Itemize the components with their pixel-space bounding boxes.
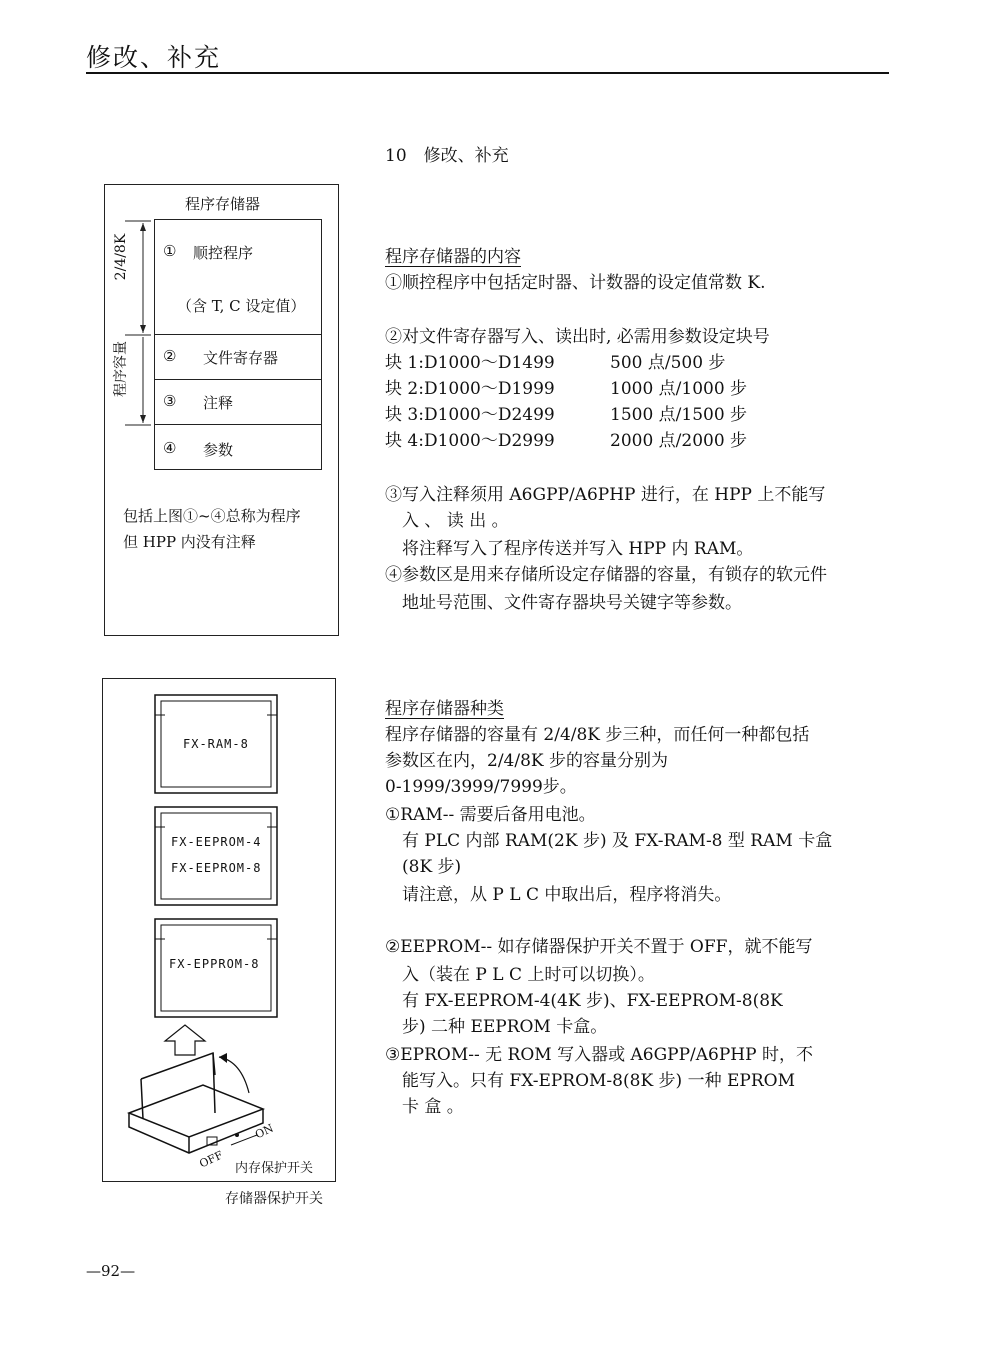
memory-cell-sequence-program xyxy=(154,219,322,335)
cell-label: 参数 xyxy=(203,441,234,459)
text-line: ④参数区是用来存储所设定存储器的容量，有锁存的软元件 xyxy=(385,565,827,585)
block-size: 2000 点/2000 步 xyxy=(610,431,748,451)
text-line: ①RAM-- 需要后备用电池。 xyxy=(385,805,596,825)
text-line: 卡 盒 。 xyxy=(385,1097,464,1117)
text-line: ②EEPROM-- 如存储器保护开关不置于 OFF，就不能写 xyxy=(385,937,813,957)
on-label: ON xyxy=(253,1121,276,1142)
text-line: (8K 步) xyxy=(385,857,462,877)
memory-protect-switch-label: 内存保护开关 xyxy=(235,1161,314,1176)
cell-label: 文件寄存器 xyxy=(203,349,279,367)
text-line: 入（装在 P L C 上时可以切换）。 xyxy=(385,965,655,985)
section-heading: 10 修改、补充 xyxy=(385,146,509,166)
cartridge-illustrations xyxy=(103,679,337,1183)
block-range: 块 4:D1000～D2999 xyxy=(385,431,555,451)
cartridge-diagram-frame xyxy=(102,678,336,1182)
block-size: 1500 点/1500 步 xyxy=(610,405,748,425)
text-line: 步) 二种 EEPROM 卡盒。 xyxy=(385,1017,608,1037)
memory-caption-line-2: 但 HPP 内没有注释 xyxy=(123,533,256,551)
cartridge-label: FX-EPPROM-8 xyxy=(169,957,260,971)
cell-number: ① xyxy=(163,242,177,260)
memory-cell-comment xyxy=(154,379,322,425)
cartridge-label: FX-EEPROM-4 xyxy=(171,835,262,849)
memory-diagram-frame xyxy=(104,184,339,636)
page-header-title: 修改、补充 xyxy=(86,43,222,72)
text-line: 将注释写入了程序传送并写入 HPP 内 RAM。 xyxy=(385,539,754,559)
text-line: ③EPROM-- 无 ROM 写入器或 A6GPP/A6PHP 时，不 xyxy=(385,1045,813,1065)
cartridge-label: FX-RAM-8 xyxy=(183,737,249,751)
cell-label: 注释 xyxy=(203,394,234,412)
memory-caption-line-1: 包括上图①~④总称为程序 xyxy=(123,507,301,525)
text-line: ②对文件寄存器写入、读出时, 必需用参数设定块号 xyxy=(385,327,770,347)
text-line: 程序存储器的容量有 2/4/8K 步三种，而任何一种都包括 xyxy=(385,725,810,745)
page-number: —92— xyxy=(86,1262,136,1280)
program-capacity-label: 程序容量 xyxy=(113,341,129,397)
memory-contents-heading: 程序存储器的内容 xyxy=(385,247,521,267)
protect-switch-caption: 存储器保护开关 xyxy=(225,1191,323,1207)
off-label: OFF xyxy=(197,1148,225,1171)
capacity-label: 2/4/8K xyxy=(113,233,129,281)
cell-sublabel: （含 T, C 设定值） xyxy=(177,297,306,315)
block-range: 块 1:D1000～D1499 xyxy=(385,353,555,373)
cartridge-label: FX-EEPROM-8 xyxy=(171,861,262,875)
text-line: 地址号范围、文件寄存器块号关键字等参数。 xyxy=(385,593,742,613)
text-line: 参数区在内，2/4/8K 步的容量分别为 xyxy=(385,751,669,771)
text-line: 有 FX-EEPROM-4(4K 步)、FX-EEPROM-8(8K xyxy=(385,991,783,1011)
cell-number: ④ xyxy=(163,439,177,457)
block-size: 500 点/500 步 xyxy=(610,353,726,373)
cell-number: ② xyxy=(163,347,177,365)
block-size: 1000 点/1000 步 xyxy=(610,379,748,399)
text-line: 有 PLC 内部 RAM(2K 步) 及 FX-RAM-8 型 RAM 卡盒 xyxy=(385,831,833,851)
block-range: 块 3:D1000～D2499 xyxy=(385,405,555,425)
header-rule xyxy=(86,72,889,74)
text-line: 0-1999/3999/7999步。 xyxy=(385,777,577,797)
cell-number: ③ xyxy=(163,392,177,410)
text-line: 请注意，从 P L C 中取出后，程序将消失。 xyxy=(385,885,732,905)
block-range: 块 2:D1000～D1999 xyxy=(385,379,555,399)
memory-diagram-title: 程序存储器 xyxy=(184,195,260,213)
cell-label: 顺控程序 xyxy=(193,244,254,262)
memory-cell-file-register xyxy=(154,334,322,380)
text-line: 入 、 读 出 。 xyxy=(385,511,509,531)
text-line: 能写入。只有 FX-EPROM-8(8K 步) 一种 EPROM xyxy=(385,1071,795,1091)
text-line: ③写入注释须用 A6GPP/A6PHP 进行，在 HPP 上不能写 xyxy=(385,485,826,505)
memory-cell-parameter xyxy=(154,424,322,470)
text-line: ①顺控程序中包括定时器、计数器的设定值常数 K. xyxy=(385,273,766,293)
memory-types-heading: 程序存储器种类 xyxy=(385,699,504,719)
